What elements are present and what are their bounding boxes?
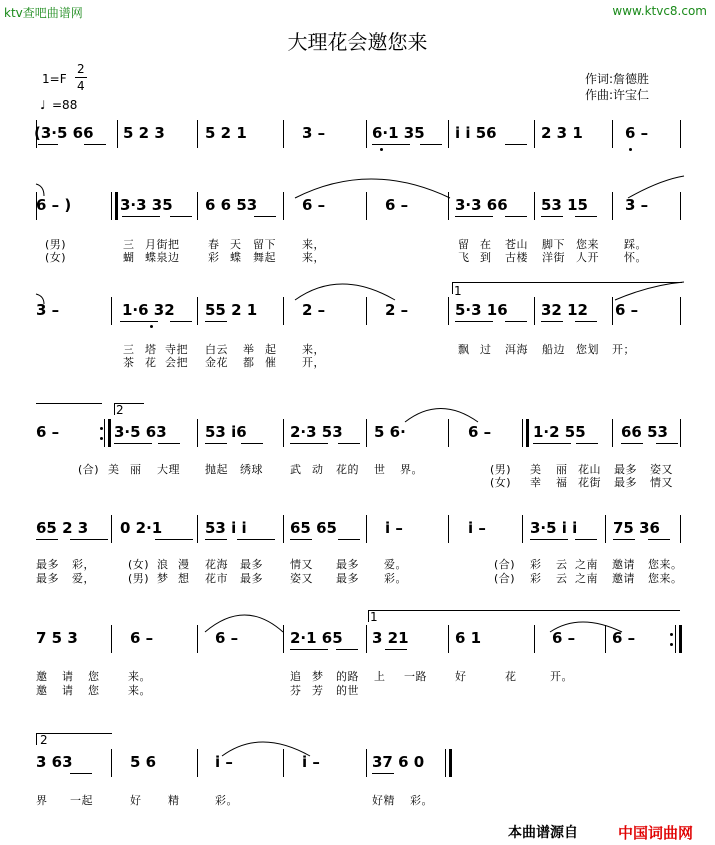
lyric: 一路 bbox=[404, 670, 427, 683]
lyric: 举 bbox=[243, 343, 255, 356]
measure: 6 6 53 bbox=[205, 196, 258, 214]
measure: 6 – bbox=[625, 124, 649, 142]
lyric: 姿又 bbox=[290, 572, 313, 585]
lyric: 之南 bbox=[575, 558, 598, 571]
lyric: 姿又 bbox=[650, 463, 673, 476]
lyric: 绣球 bbox=[240, 463, 263, 476]
measure: 6 1 bbox=[455, 629, 482, 647]
measure: i – bbox=[468, 519, 486, 537]
lyric: 最多 bbox=[614, 476, 637, 489]
source-label: 本曲谱源自 bbox=[508, 825, 578, 841]
lyric: 最多 bbox=[240, 558, 263, 571]
lyric: (合) bbox=[78, 463, 100, 476]
slur bbox=[36, 184, 44, 196]
quarter-note-icon: ♩ bbox=[40, 98, 46, 112]
measure: 3 21 bbox=[372, 629, 409, 647]
lyric: 彩 bbox=[530, 558, 542, 571]
lyric: 花山 bbox=[578, 463, 601, 476]
lyric: 开。 bbox=[550, 670, 573, 683]
lyric: 开， bbox=[302, 356, 325, 369]
lyric: 动 bbox=[312, 463, 324, 476]
lyric: 漫 bbox=[178, 558, 190, 571]
slur bbox=[550, 622, 622, 632]
lyric: 美 bbox=[530, 463, 542, 476]
lyric: 最多 bbox=[36, 558, 59, 571]
measure: 3 – bbox=[36, 301, 60, 319]
lyric: 来， bbox=[302, 251, 325, 264]
lyric: 精 bbox=[168, 794, 180, 807]
lyric: 留下 bbox=[253, 238, 276, 251]
measure: 2 – bbox=[385, 301, 409, 319]
measure: 53 i i bbox=[205, 519, 247, 537]
tempo-marking: =88 bbox=[52, 98, 78, 112]
lyric: 人开 bbox=[576, 251, 599, 264]
measure: 37 6 0 bbox=[372, 753, 425, 771]
lyric: 飘 bbox=[458, 343, 470, 356]
lyric: 上 bbox=[374, 670, 386, 683]
lyric: 美 bbox=[108, 463, 120, 476]
lyric: 花 bbox=[505, 670, 517, 683]
lyric: 界。 bbox=[400, 463, 423, 476]
lyric: 云 bbox=[556, 572, 568, 585]
measure: i – bbox=[385, 519, 403, 537]
slur bbox=[295, 284, 395, 300]
lyric: 花市 bbox=[205, 572, 228, 585]
lyric: 请 bbox=[62, 684, 74, 697]
measure: 6 – ) bbox=[36, 196, 72, 214]
measure: 2 – bbox=[302, 301, 326, 319]
lyric: 的路 bbox=[336, 670, 359, 683]
lyric: 您来。 bbox=[648, 558, 683, 571]
lyric: (男) bbox=[490, 463, 512, 476]
lyric: 都 bbox=[243, 356, 255, 369]
measure: i i 56 bbox=[455, 124, 497, 142]
lyric: 洋街 bbox=[542, 251, 565, 264]
lyric: 一起 bbox=[70, 794, 93, 807]
lyric: 您 bbox=[88, 670, 100, 683]
lyric: 爱。 bbox=[384, 558, 407, 571]
lyric: (女) bbox=[45, 251, 67, 264]
lyric: 到 bbox=[480, 251, 492, 264]
lyric: 追 bbox=[290, 670, 302, 683]
lyric: 情又 bbox=[650, 476, 673, 489]
measure: 0 2·1 bbox=[120, 519, 163, 537]
lyric: 好 bbox=[130, 794, 142, 807]
lyric: 最多 bbox=[336, 572, 359, 585]
lyric: 界 bbox=[36, 794, 48, 807]
measure: 2 3 1 bbox=[541, 124, 583, 142]
lyric: 邀请 bbox=[612, 558, 635, 571]
lyric: 塔 bbox=[145, 343, 157, 356]
measure: 7 5 3 bbox=[36, 629, 78, 647]
lyric: 世 bbox=[374, 463, 386, 476]
lyric: 茶 bbox=[123, 356, 135, 369]
source-site-link[interactable]: 中国词曲网 bbox=[618, 824, 694, 842]
volta-1-label: 1 bbox=[454, 284, 462, 298]
lyric: 武 bbox=[290, 463, 302, 476]
lyric: (男) bbox=[128, 572, 150, 585]
lyric: 寺把 bbox=[165, 343, 188, 356]
lyric: (女) bbox=[128, 558, 150, 571]
lyric: 来。 bbox=[128, 684, 151, 697]
lyric: (女) bbox=[490, 476, 512, 489]
time-signature-bottom: 4 bbox=[77, 79, 85, 93]
lyric: 梦 bbox=[312, 670, 324, 683]
slur bbox=[615, 282, 684, 300]
lyric: 洱海 bbox=[505, 343, 528, 356]
lyric: 您划 bbox=[576, 343, 599, 356]
slur bbox=[628, 176, 684, 198]
lyric: 邀 bbox=[36, 684, 48, 697]
slur bbox=[222, 742, 310, 756]
lyric: 起 bbox=[265, 343, 277, 356]
measure: 6 – bbox=[385, 196, 409, 214]
lyric: 您来 bbox=[576, 238, 599, 251]
lyric: 福 bbox=[556, 476, 568, 489]
lyric: 丽 bbox=[556, 463, 568, 476]
lyric: 最多 bbox=[36, 572, 59, 585]
lyric: 情又 bbox=[290, 558, 313, 571]
lyric: 蝶泉边 bbox=[145, 251, 180, 264]
lyric: 飞 bbox=[458, 251, 470, 264]
measure: 32 12 bbox=[541, 301, 588, 319]
lyric: 会把 bbox=[165, 356, 188, 369]
measure: 3·3 35 bbox=[120, 196, 173, 214]
lyric: 想 bbox=[178, 572, 190, 585]
measure: 3·5 i i bbox=[530, 519, 578, 537]
measure: 65 2 3 bbox=[36, 519, 89, 537]
measure: 5 6 bbox=[130, 753, 157, 771]
measure: 3·3 66 bbox=[455, 196, 508, 214]
lyric: (男) bbox=[45, 238, 67, 251]
lyric: 舞起 bbox=[253, 251, 276, 264]
lyric: (合) bbox=[494, 572, 516, 585]
measure: 6 – bbox=[215, 629, 239, 647]
lyric: 最多 bbox=[240, 572, 263, 585]
lyric: 最多 bbox=[336, 558, 359, 571]
measure: 5 6· bbox=[374, 423, 406, 441]
lyric: 爱， bbox=[72, 572, 95, 585]
lyric: 彩。 bbox=[215, 794, 238, 807]
lyric: 梦 bbox=[157, 572, 169, 585]
measure: 6 – bbox=[302, 196, 326, 214]
measure: 5·3 16 bbox=[455, 301, 508, 319]
measure: 65 65 bbox=[290, 519, 337, 537]
lyric: 花海 bbox=[205, 558, 228, 571]
composer-credit: 作曲:许宝仁 bbox=[585, 88, 650, 102]
slur bbox=[205, 615, 283, 632]
measure: 3·5 63 bbox=[114, 423, 167, 441]
lyric: 白云 bbox=[205, 343, 228, 356]
lyric: 彩 bbox=[530, 572, 542, 585]
measure: (3·5 66 bbox=[34, 124, 94, 142]
lyric: 好 bbox=[455, 670, 467, 683]
lyric: 三 bbox=[123, 343, 135, 356]
lyric: 月街把 bbox=[145, 238, 180, 251]
lyric: 您 bbox=[88, 684, 100, 697]
lyric: 彩 bbox=[208, 251, 220, 264]
lyric: 丽 bbox=[130, 463, 142, 476]
lyric: 彩， bbox=[72, 558, 95, 571]
lyric: 的世 bbox=[336, 684, 359, 697]
measure: 75 36 bbox=[613, 519, 660, 537]
measure: 66 53 bbox=[621, 423, 668, 441]
lyric: 芬 bbox=[290, 684, 302, 697]
lyric: 船边 bbox=[542, 343, 565, 356]
lyric: 苍山 bbox=[505, 238, 528, 251]
measure: 1·6 32 bbox=[122, 301, 175, 319]
site-url-right[interactable]: www.ktvc8.com bbox=[612, 4, 707, 18]
measure: 6 – bbox=[468, 423, 492, 441]
key-signature: 1=F bbox=[42, 72, 67, 86]
lyric: 大理 bbox=[157, 463, 180, 476]
volta-1-label: 1 bbox=[370, 610, 378, 624]
lyric: 之南 bbox=[575, 572, 598, 585]
measure: 6 – bbox=[612, 629, 636, 647]
volta-2-label: 2 bbox=[40, 733, 48, 747]
slur bbox=[36, 294, 44, 304]
measure: 5 2 3 bbox=[123, 124, 165, 142]
lyric: 来。 bbox=[128, 670, 151, 683]
measure: 2·1 65 bbox=[290, 629, 343, 647]
lyric: 金花 bbox=[205, 356, 228, 369]
lyric: 花的 bbox=[336, 463, 359, 476]
lyric: 浪 bbox=[157, 558, 169, 571]
lyric: 抛起 bbox=[205, 463, 228, 476]
measure: i – bbox=[215, 753, 233, 771]
measure: 6 – bbox=[552, 629, 576, 647]
lyric: 邀请 bbox=[612, 572, 635, 585]
lyric: 催 bbox=[265, 356, 277, 369]
lyric: 古楼 bbox=[505, 251, 528, 264]
lyric: 幸 bbox=[530, 476, 542, 489]
lyric: 蝴 bbox=[123, 251, 135, 264]
lyric: (合) bbox=[494, 558, 516, 571]
slur bbox=[405, 409, 478, 423]
lyric: 踩。 bbox=[624, 238, 647, 251]
measure: 53 15 bbox=[541, 196, 588, 214]
lyric: 脚下 bbox=[542, 238, 565, 251]
measure: 3 – bbox=[302, 124, 326, 142]
lyric: 花街 bbox=[578, 476, 601, 489]
lyricist-credit: 作词:詹德胜 bbox=[585, 72, 650, 86]
site-name-left[interactable]: ktv查吧曲谱网 bbox=[4, 6, 83, 20]
measure: 6 – bbox=[36, 423, 60, 441]
slur bbox=[295, 179, 450, 198]
lyric: 留 bbox=[458, 238, 470, 251]
measure: 6·1 35 bbox=[372, 124, 425, 142]
time-signature-top: 2 bbox=[77, 62, 85, 76]
measure: 53 i6 bbox=[205, 423, 247, 441]
measure: i – bbox=[302, 753, 320, 771]
lyric: 邀 bbox=[36, 670, 48, 683]
lyric: 来， bbox=[302, 343, 325, 356]
lyric: 来， bbox=[302, 238, 325, 251]
measure: 6 – bbox=[615, 301, 639, 319]
lyric: 开； bbox=[612, 343, 635, 356]
lyric: 彩。 bbox=[384, 572, 407, 585]
lyric: 好精 bbox=[372, 794, 395, 807]
lyric: 春 bbox=[208, 238, 220, 251]
measure: 3 63 bbox=[36, 753, 73, 771]
lyric: 怀。 bbox=[624, 251, 647, 264]
lyric: 彩。 bbox=[410, 794, 433, 807]
song-title: 大理花会邀您来 bbox=[287, 30, 428, 54]
lyric: 天 bbox=[230, 238, 242, 251]
measure: 2·3 53 bbox=[290, 423, 343, 441]
lyric: 您来。 bbox=[648, 572, 683, 585]
lyric: 三 bbox=[123, 238, 135, 251]
lyric: 花 bbox=[145, 356, 157, 369]
measure: 5 2 1 bbox=[205, 124, 247, 142]
lyric: 芳 bbox=[312, 684, 324, 697]
lyric: 最多 bbox=[614, 463, 637, 476]
measure: 55 2 1 bbox=[205, 301, 258, 319]
lyric: 在 bbox=[480, 238, 492, 251]
lyric: 云 bbox=[556, 558, 568, 571]
lyric: 蝶 bbox=[230, 251, 242, 264]
lyric: 过 bbox=[480, 343, 492, 356]
lyric: 请 bbox=[62, 670, 74, 683]
volta-2-label: 2 bbox=[116, 403, 124, 417]
measure: 6 – bbox=[130, 629, 154, 647]
measure: 1·2 55 bbox=[533, 423, 586, 441]
measure: 3 – bbox=[625, 196, 649, 214]
